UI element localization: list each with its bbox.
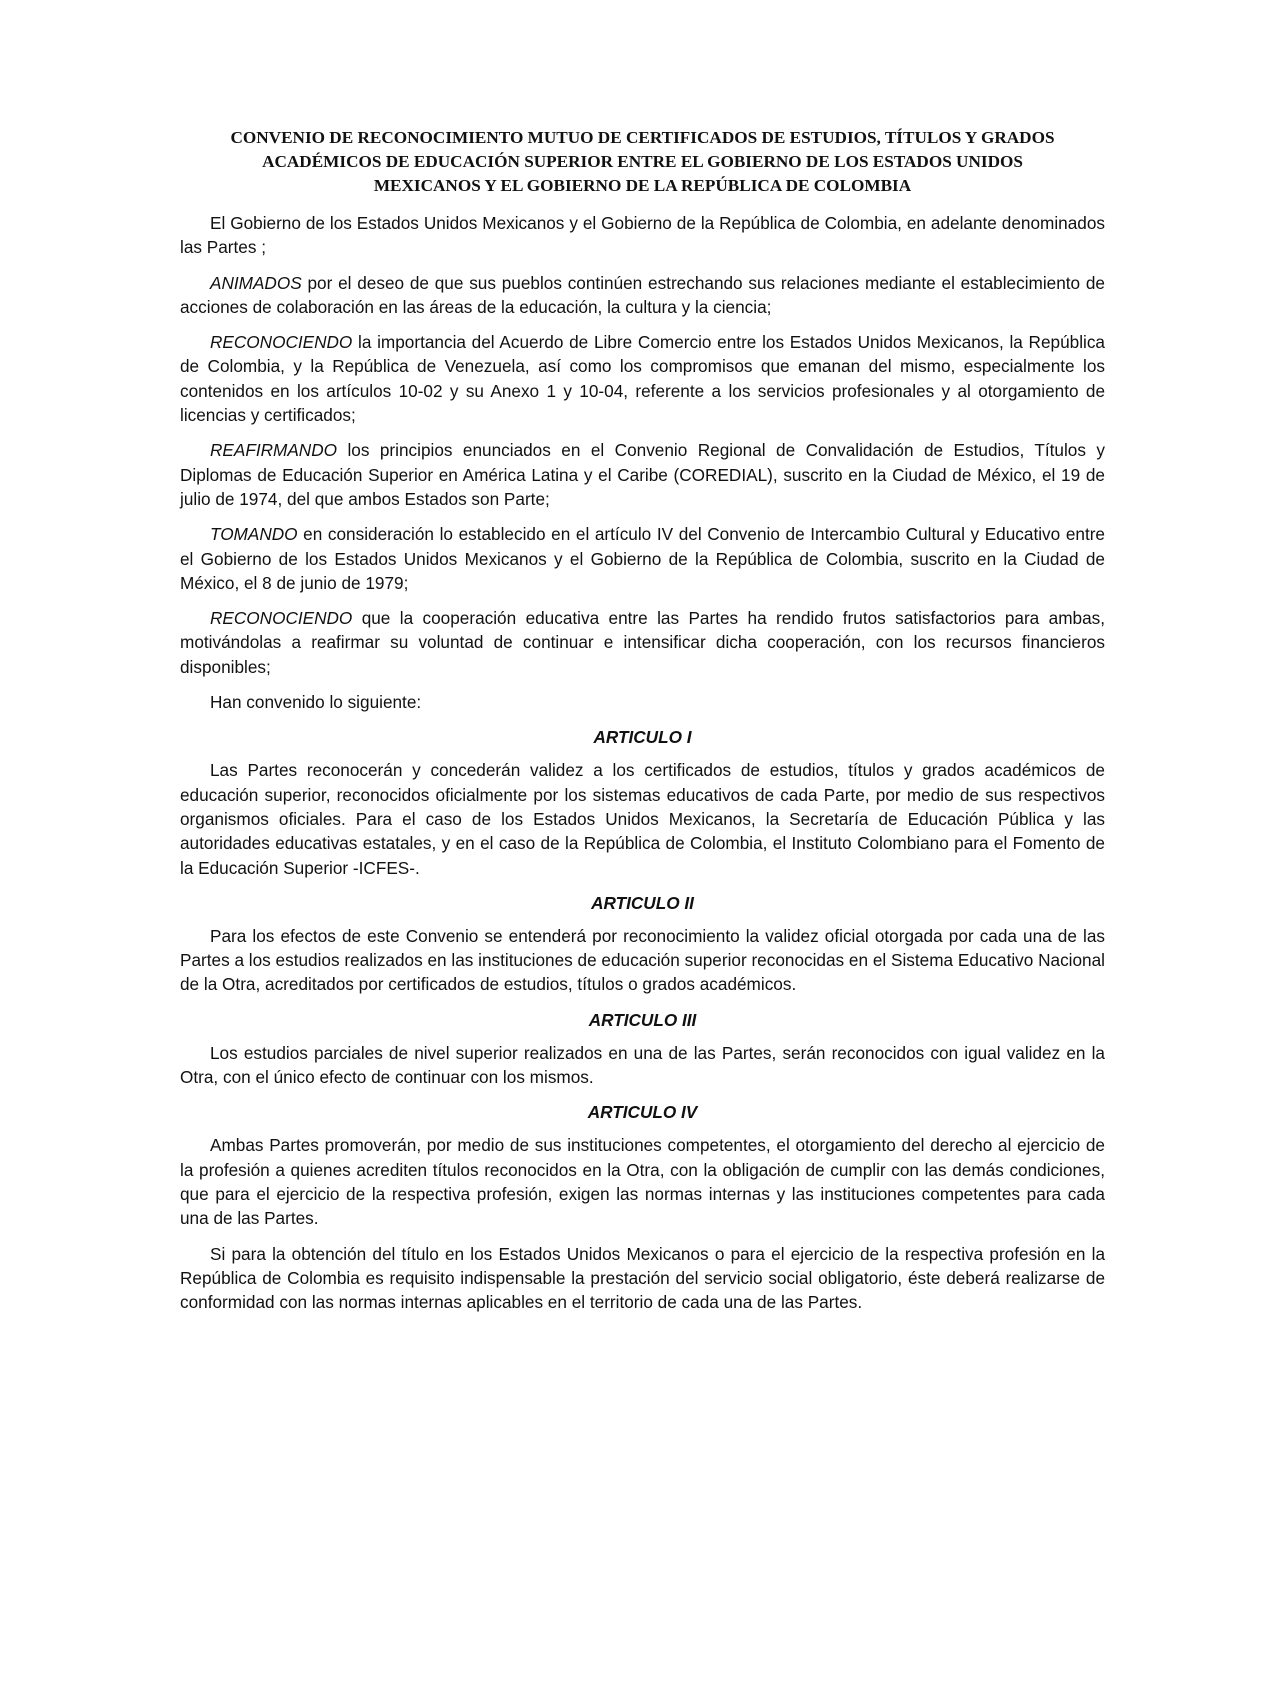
preamble-paragraph-3 [180,330,1105,427]
article-4-paragraph-1: Ambas Partes promoverán, por medio de sus instituciones competentes, el otorgamiento del derecho al ejercicio de la profesión a quienes acrediten títulos reconocidos en la Otra, con la obligación de cumplir con las demás condiciones, que para el ejercicio de la respectiva profesión, exigen las normas internas y las instituciones competentes para cada una de las Partes. [180,1135,1105,1229]
article-3-heading: ARTICULO III [588,1009,697,1030]
article-3-paragraph: Los estudios parciales de nivel superior realizados en una de las Partes, serán reconocidos con igual validez en la Otra, con el único efecto de continuar con los mismos. [180,1042,1105,1088]
preamble-text: la importancia del Acuerdo de Libre Comercio entre los Estados Unidos Mexicanos, la República de Colombia, y la República de Venezuela, así como los compromisos que emanan del mismo, especialmente los contenidos en los artículos 10-02 y su Anexo 1 y 10-04, referente a los servicios profesionales y al otorgamiento de licencias y certificados; [180,332,1105,426]
preamble-lead-word: REAFIRMANDO [210,440,338,461]
title-line-3: MEXICANOS Y EL GOBIERNO DE LA REPÚBLICA DE COLOMBIA [373,176,912,195]
article-4-paragraph-2: Si para la obtención del título en los Estados Unidos Mexicanos o para el ejercicio de la respectiva profesión en la República de Colombia es requisito indispensable la prestación del servicio social obligatorio, éste deberá realizarse de conformidad con las normas internas aplicables en el territorio de cada una de las Partes. [180,1243,1105,1313]
article-2-heading: ARTICULO II [591,892,694,913]
preamble-paragraph-5 [180,522,1105,595]
preamble-paragraph-6 [180,606,1105,679]
preamble-lead-word: RECONOCIENDO [210,608,353,629]
preamble-lead-word: TOMANDO [210,524,298,545]
preamble-text: por el deseo de que sus pueblos continúen estrechando sus relaciones mediante el establecimiento de acciones de colaboración en las áreas de la educación, la cultura y la ciencia; [180,272,1105,317]
article-4-heading: ARTICULO IV [587,1102,698,1123]
preamble-paragraph-2 [180,271,1105,320]
document-page [180,126,1105,1325]
preamble-paragraph-4 [180,438,1105,511]
preamble-paragraph-7: Han convenido lo siguiente: [210,692,422,713]
preamble-lead-word: RECONOCIENDO [210,332,353,353]
preamble-paragraph-1: El Gobierno de los Estados Unidos Mexicanos y el Gobierno de la República de Colombia, en adelante denominados las Partes ; [180,213,1105,258]
title-line-1: CONVENIO DE RECONOCIMIENTO MUTUO DE CERTIFICADOS DE ESTUDIOS, TÍTULOS Y GRADOS [230,128,1055,147]
preamble-lead-word: ANIMADOS [210,272,302,293]
article-1-heading: ARTICULO I [593,727,692,748]
title-line-2: ACADÉMICOS DE EDUCACIÓN SUPERIOR ENTRE EL GOBIERNO DE LOS ESTADOS UNIDOS [262,152,1023,171]
preamble-text: en consideración lo establecido en el artículo IV del Convenio de Intercambio Cultural y Educativo entre el Gobierno de los Estados Unidos Mexicanos y el Gobierno de la República de Colombia, suscrito en la Ciudad de México, el 8 de junio de 1979; [180,524,1105,593]
article-2-paragraph: Para los efectos de este Convenio se entenderá por reconocimiento la validez oficial otorgada por cada una de las Partes a los estudios realizados en las instituciones de educación superior reconocidas en el Sistema Educativo Nacional de la Otra, acreditados por certificados de estudios, títulos o grados académicos. [180,925,1105,995]
preamble-text: los principios enunciados en el Convenio Regional de Convalidación de Estudios, Títulos y Diplomas de Educación Superior en América Latina y el Caribe (COREDIAL), suscrito en la Ciudad de México, el 19 de julio de 1974, del que ambos Estados son Parte; [180,440,1105,509]
document-title [180,126,1105,198]
preamble-text: que la cooperación educativa entre las Partes ha rendido frutos satisfactorios para ambas, motivándolas a reafirmar su voluntad de continuar e intensificar dicha cooperación, con los recursos financieros disponibles; [180,608,1105,677]
article-1-paragraph: Las Partes reconocerán y concederán validez a los certificados de estudios, títulos y grados académicos de educación superior, reconocidos oficialmente por los sistemas educativos de cada Parte, por medio de sus respectivos organismos oficiales. Para el caso de los Estados Unidos Mexicanos, la Secretaría de Educación Pública y las autoridades educativas estatales, y en el caso de la República de Colombia, el Instituto Colombiano para el Fomento de la Educación Superior -ICFES-. [180,760,1105,878]
